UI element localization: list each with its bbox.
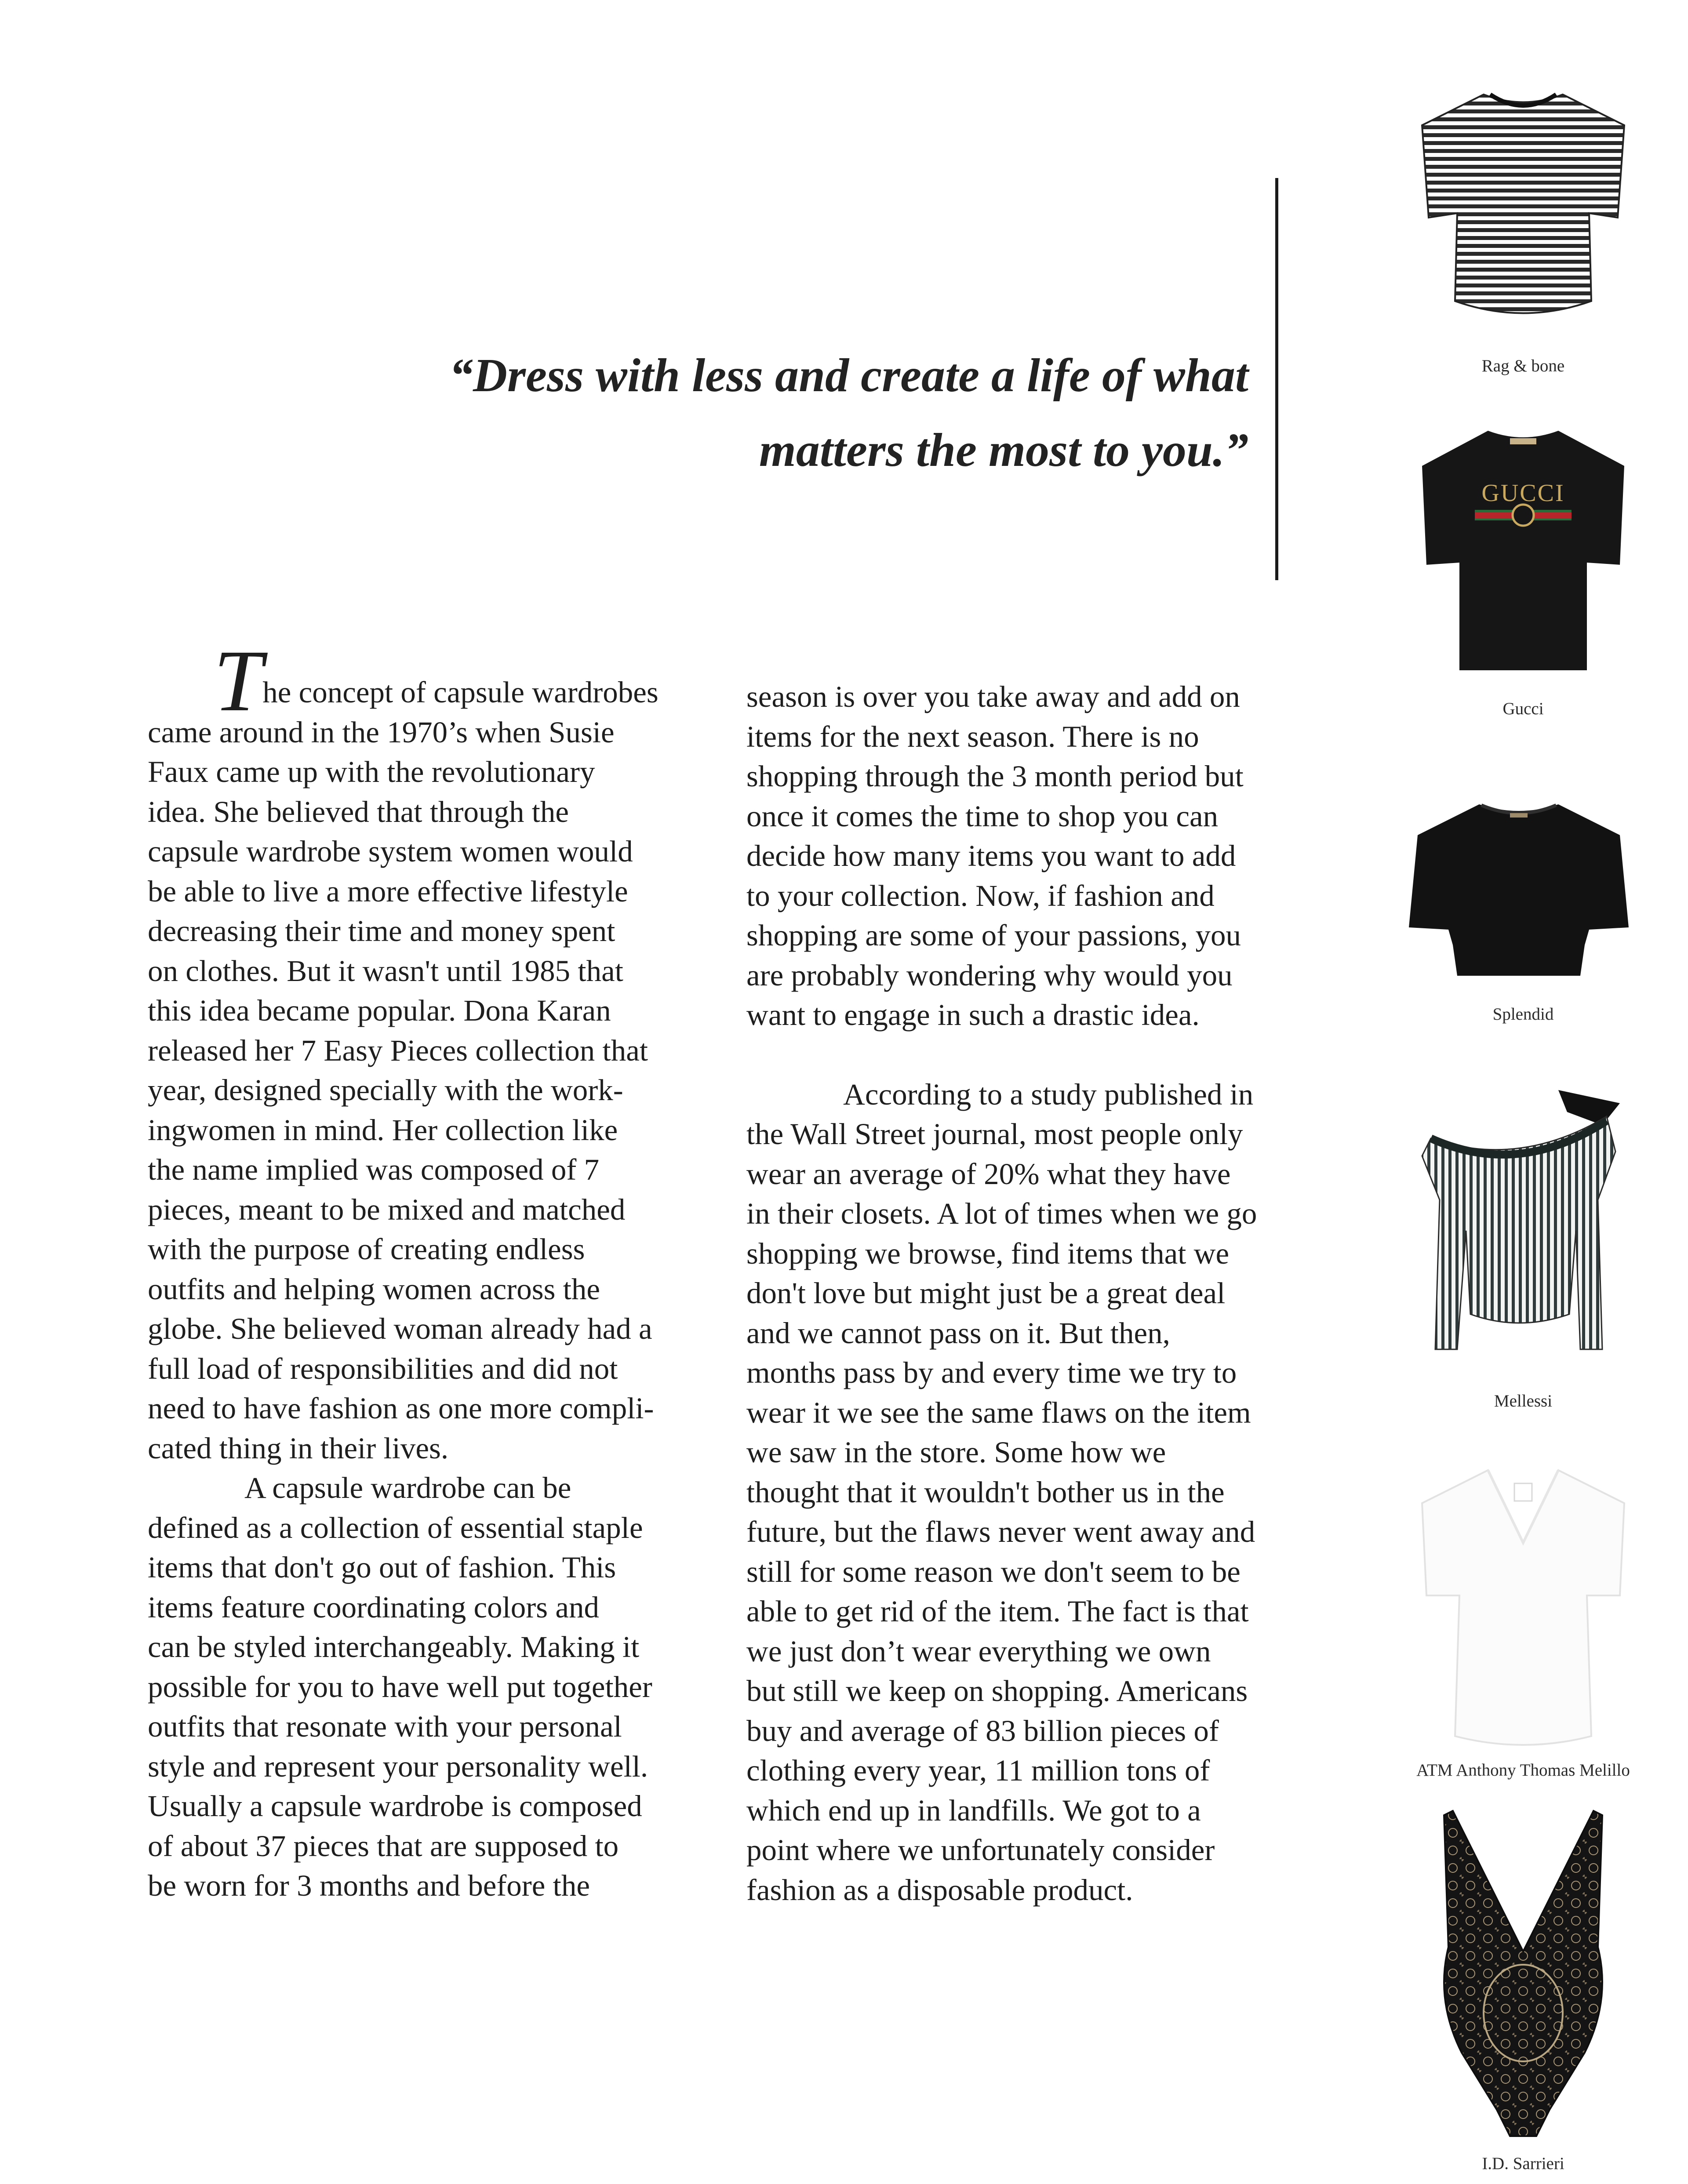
paragraph-line: season is over you take away and add on [746,680,1240,713]
paragraph-line: According to a study published in [843,1077,1254,1111]
article-column-left [148,632,746,1906]
paragraph-line: thought that it wouldn't bother us in the [746,1475,1225,1509]
vertical-rule [1275,178,1278,580]
embellished-bodysuit-icon [1426,1806,1620,2140]
paragraph-line: The concept of capsule wardrobes [148,672,746,712]
paragraph-line: decide how many items you want to add [746,839,1236,872]
product-caption: Gucci [1502,699,1544,718]
drop-cap: T [214,632,263,730]
paragraph-line: full load of responsibilities and did not [148,1352,618,1385]
paragraph-line: in their closets. A lot of times when we go [746,1197,1257,1230]
paragraph-line: idea. She believed that through the [148,795,569,829]
pull-quote-line-2: matters the most to you.” [759,424,1248,476]
paragraph-line: need to have fashion as one more compli- [148,1392,654,1425]
pull-quote-line-1: “Dress with less and create a life of what [449,349,1248,402]
article-column-right [746,677,1344,1910]
paragraph-line: decreasing their time and money spent [148,914,615,948]
paragraph-line: once it comes the time to shop you can [746,799,1219,833]
paragraph-line: pieces, meant to be mixed and matched [148,1192,626,1226]
paragraph-line: months pass by and every time we try to [746,1356,1237,1389]
black-crop-tee-icon [1404,796,1633,980]
paragraph-line: wear it we see the same flaws on the item [746,1395,1251,1429]
paragraph-line: capsule wardrobe system women would [148,835,633,868]
product-caption: Rag & bone [1481,356,1565,375]
paragraph-line: this idea became popular. Dona Karan [148,994,611,1027]
paragraph-line: future, but the flaws never went away and [746,1515,1255,1548]
paragraph-line: shopping through the 3 month period but [746,759,1244,793]
paragraph-line: Usually a capsule wardrobe is composed [148,1789,642,1823]
paragraph-line: can be styled interchangeably. Making it [148,1630,640,1664]
product-caption: Splendid [1492,1005,1554,1024]
paragraph-line: A capsule wardrobe can be [244,1471,571,1504]
paragraph-line: globe. She believed woman already had a [148,1312,652,1345]
paragraph-line: we saw in the store. Some how we [746,1435,1166,1469]
paragraph-line: style and represent your personality well. [148,1749,648,1783]
paragraph-line: able to get rid of the item. The fact is that [746,1595,1249,1628]
paragraph-line: which end up in landfills. We got to a [746,1793,1201,1827]
paragraph-line: want to engage in such a drastic idea. [746,998,1200,1032]
paragraph-line: Faux came up with the revolutionary [148,755,595,789]
paragraph-line: be able to live a more effective lifestyle [148,874,628,908]
paragraph-line: ingwomen in mind. Her collection like [148,1113,618,1147]
paragraph-line: but still we keep on shopping. Americans [746,1674,1248,1708]
product-caption: I.D. Sarrieri [1482,2154,1564,2173]
paragraph-line: of about 37 pieces that are supposed to [148,1829,619,1863]
paragraph-line: wear an average of 20% what they have [746,1157,1231,1191]
paragraph-line: outfits and helping women across the [148,1272,600,1306]
striped-off-shoulder-shirt-icon [1413,1086,1629,1358]
paragraph-line: we just don’t wear everything we own [746,1634,1211,1668]
paragraph-line: and we cannot pass on it. But then, [746,1316,1170,1350]
paragraph-line: items for the next season. There is no [746,720,1199,753]
pull-quote [308,338,1248,488]
paragraph-line: are probably wondering why would you [746,958,1233,992]
paragraph-line: defined as a collection of essential staple [148,1511,643,1544]
paragraph-line: outfits that resonate with your personal [148,1710,622,1743]
paragraph-line: cated thing in their lives. [148,1431,449,1465]
striped-tshirt-icon [1418,86,1629,323]
paragraph-gap [746,1035,1344,1075]
product-caption: ATM Anthony Thomas Melillo [1416,1761,1630,1780]
paragraph-line: the name implied was composed of 7 [148,1153,600,1186]
paragraph-line: came around in the 1970’s when Susie [148,715,615,749]
paragraph-line: to your collection. Now, if fashion and [746,879,1215,912]
paragraph-line: buy and average of 83 billion pieces of [746,1714,1219,1748]
paragraph-line: don't love but might just be a great deal [746,1276,1226,1310]
paragraph-line: fashion as a disposable product. [746,1873,1133,1907]
paragraph-line: clothing every year, 11 million tons of [746,1754,1210,1787]
paragraph-line: on clothes. But it wasn't until 1985 that [148,954,623,988]
paragraph-line: still for some reason we don't seem to be [746,1555,1241,1588]
paragraph-line: possible for you to have well put together [148,1670,652,1704]
paragraph-line: shopping are some of your passions, you [746,919,1241,952]
paragraph-line: the Wall Street journal, most people only [746,1117,1243,1151]
paragraph-line: be worn for 3 months and before the [148,1869,590,1902]
paragraph-line: year, designed specially with the work- [148,1073,623,1107]
paragraph-line: items that don't go out of fashion. This [148,1551,616,1584]
product-caption: Mellessi [1494,1392,1553,1410]
paragraph-line: shopping we browse, find items that we [746,1236,1230,1270]
logo-tshirt-icon [1418,424,1629,675]
paragraph-line: items feature coordinating colors and [148,1590,599,1624]
paragraph-line: point where we unfortunately consider [746,1833,1215,1867]
gucci-logo-text: GUCCI [1481,480,1565,507]
white-vneck-tee-icon [1413,1464,1633,1749]
paragraph-line: with the purpose of creating endless [148,1232,585,1266]
paragraph-line: released her 7 Easy Pieces collection that [148,1033,648,1067]
